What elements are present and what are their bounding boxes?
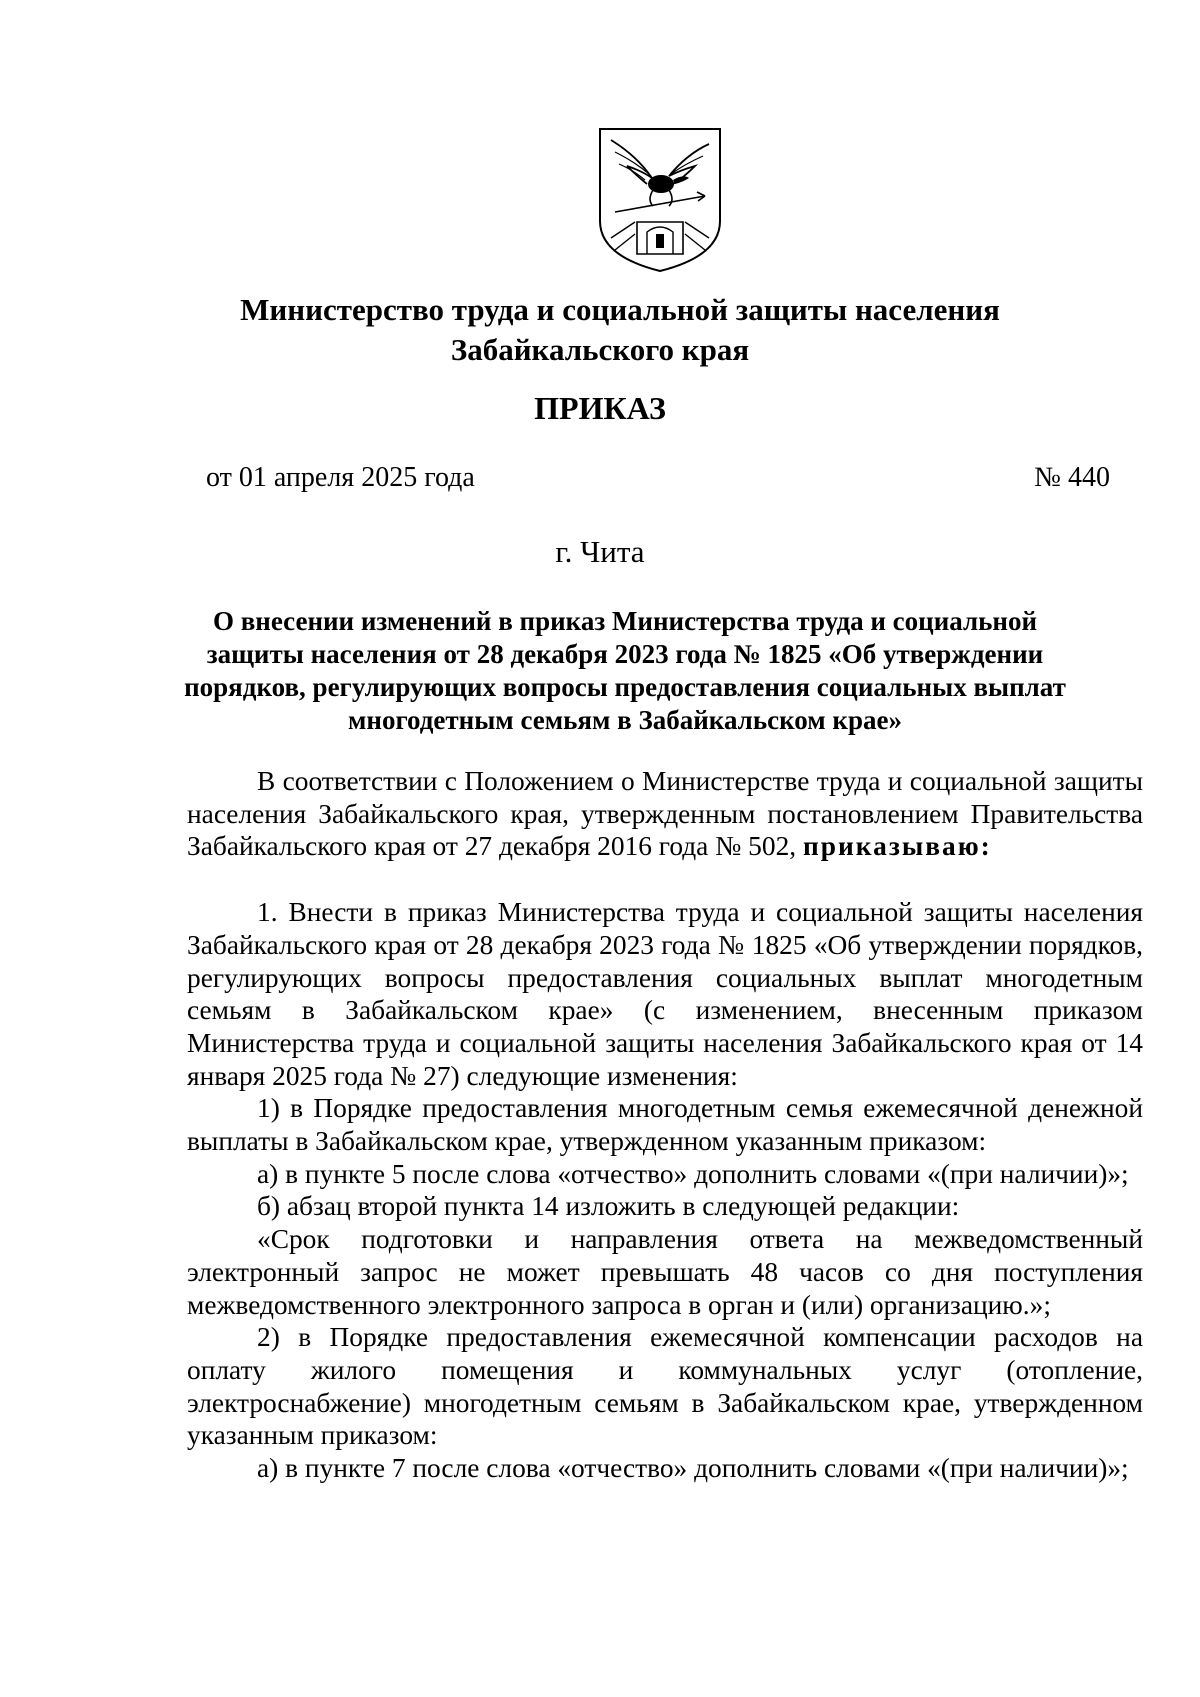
document-type: ПРИКАЗ xyxy=(534,390,666,426)
coat-of-arms-icon xyxy=(597,126,723,274)
organization-line-2: Забайкальского края xyxy=(450,332,750,367)
document-date: от 01 апреля 2025 года xyxy=(206,462,475,493)
paragraph-1-2-a: а) в пункте 7 после слова «отчество» дополнить словами «(при наличии)»; xyxy=(257,1453,1129,1484)
preamble-text: В соответствии с Положением о Министерстве труда и социальной защиты населения Забайкальского края, утвержденным постановлением Правительства Забайкальского края от 27 декабря 2016 года № 502, xyxy=(187,766,1143,862)
preamble xyxy=(187,765,1143,863)
date-number-row xyxy=(206,460,1110,496)
paragraph-1-1-a: а) в пункте 5 после слова «отчество» дополнить словами «(при наличии)»; xyxy=(257,1158,1129,1189)
paragraph-1: 1. Внести в приказ Министерства труда и социальной защиты населения Забайкальского края от 28 декабря 2023 года № 1825 «Об утверждении порядков, регулирующих вопросы предоставления социальных выплат многодетным семьям в Забайкальском крае» (с изменением, внесенным приказом Министерства труда и социальной защиты населения Забайкальского края от 14 января 2025 года № 27) следующие изменения: xyxy=(187,897,1143,1091)
order-word: приказываю: xyxy=(802,831,992,862)
paragraph-1-2: 2) в Порядке предоставления ежемесячной компенсации расходов на оплату жилого помещения и коммунальных услуг (отопление, электроснабжение) многодетным семьям в Забайкальском крае, утвержденном указанным приказом: xyxy=(187,1322,1143,1451)
paragraph-1-1: 1) в Порядке предоставления многодетным семья ежемесячной денежной выплаты в Забайкальском крае, утвержденном указанным приказом: xyxy=(187,1093,1143,1157)
paragraph-quote: «Срок подготовки и направления ответа на межведомственный электронный запрос не может превышать 48 часов со дня поступления межведомственного электронного запроса в орган и (или) организацию.»; xyxy=(187,1224,1143,1320)
city: г. Чита xyxy=(555,534,645,569)
document-number: № 440 xyxy=(1034,462,1110,493)
document-body xyxy=(187,765,1143,1485)
paragraph-1-1-b: б) абзац второй пункта 14 изложить в следующей редакции: xyxy=(257,1191,960,1222)
document-title: О внесении изменений в приказ Министерства труда и социальной защиты населения от 28 декабря 2023 года № 1825 «Об утверждении порядков, регулирующих вопросы предоставления социальных выплат многодетным семьям в Забайкальском крае» xyxy=(184,606,1066,735)
organization-line-1: Министерство труда и социальной защиты населения xyxy=(240,292,1000,327)
organization-name xyxy=(180,290,1060,370)
